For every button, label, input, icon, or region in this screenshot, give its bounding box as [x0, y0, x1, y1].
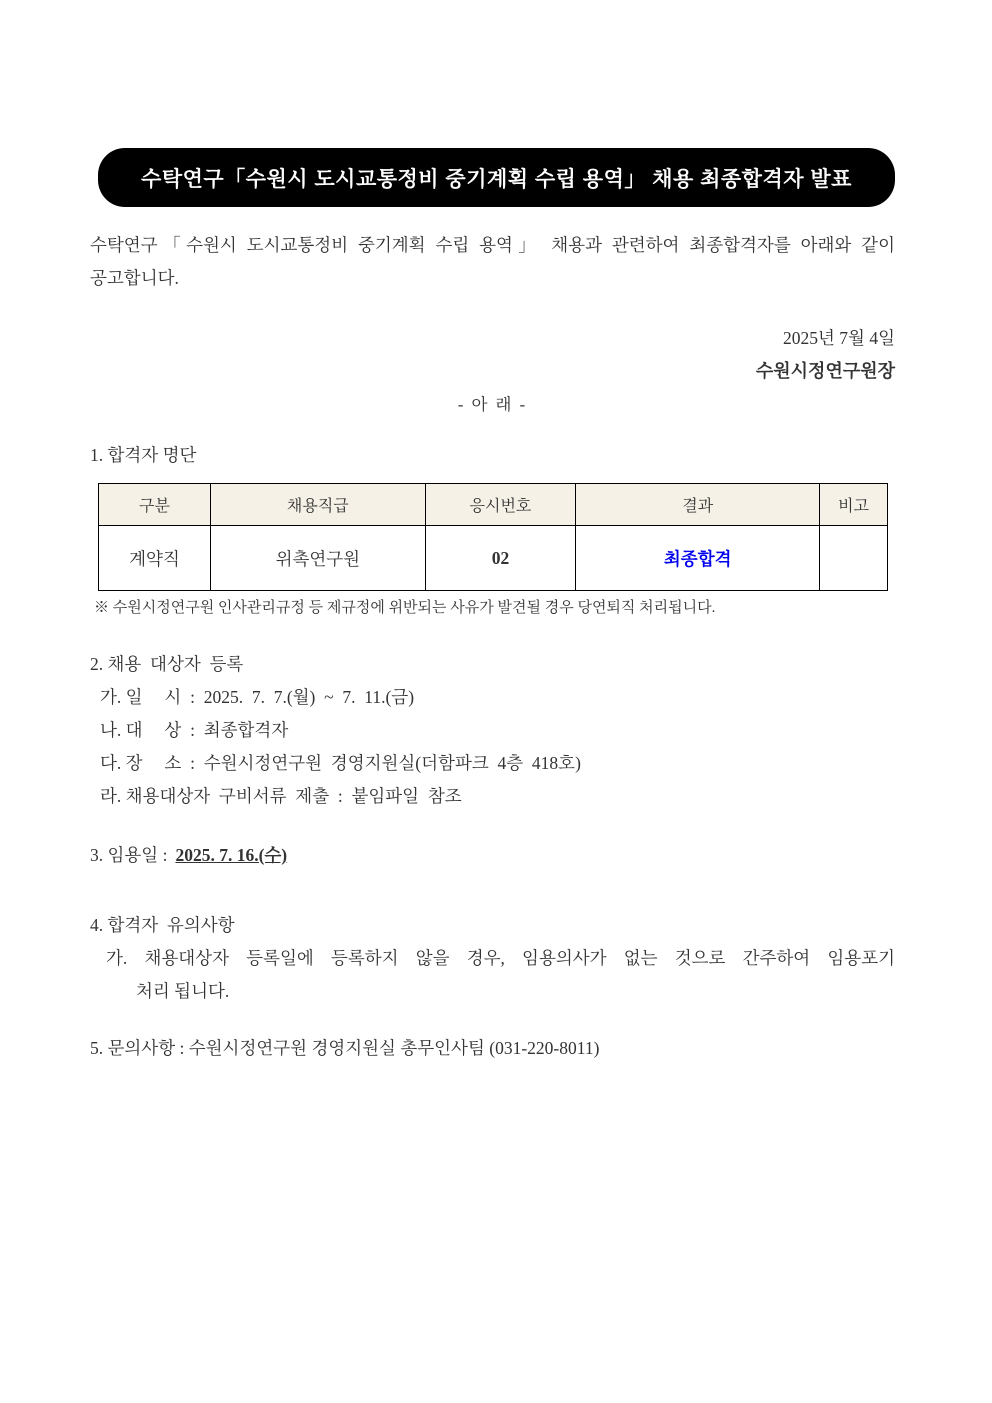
- section5-contact: 5. 문의사항 : 수원시정연구원 경영지원실 총무인사팀 (031-220-8011): [90, 1038, 600, 1058]
- header-note: 비고: [820, 484, 888, 526]
- cell-note: [820, 526, 888, 591]
- section2-item-documents: 라. 채용대상자 구비서류 제출 : 붙임파일 참조: [100, 786, 462, 806]
- section3: [90, 839, 895, 872]
- section2: [90, 648, 895, 813]
- header-applicant-number: 응시번호: [425, 484, 576, 526]
- table-row: [99, 526, 888, 591]
- cell-result: 최종합격: [576, 526, 820, 591]
- header-position: 채용직급: [211, 484, 426, 526]
- section4-item-line2: 처리 됩니다.: [136, 981, 230, 1001]
- header-result: 결과: [576, 484, 820, 526]
- section4-item-line1: 가. 채용대상자 등록일에 등록하지 않을 경우, 임용의사가 없는 것으로 간주하여 임용포기: [106, 948, 895, 968]
- section4: [90, 909, 895, 1008]
- section2-item-place: 다. 장 소 : 수원시정연구원 경영지원실(더함파크 4층 418호): [100, 753, 581, 773]
- results-table: [98, 483, 888, 591]
- section2-heading: 2. 채용 대상자 등록: [90, 654, 244, 674]
- announcement-date: 2025년 7월 4일: [783, 328, 895, 348]
- table-footnote: ※ 수원시정연구원 인사관리규정 등 제규정에 위반되는 사유가 발견될 경우 당연퇴직 처리됩니다.: [94, 600, 716, 616]
- intro-paragraph: [90, 229, 895, 295]
- section4-heading: 4. 합격자 유의사항: [90, 915, 235, 935]
- cell-category: 계약직: [99, 526, 211, 591]
- below-divider: - 아 래 -: [457, 395, 528, 414]
- page-title: 수탁연구「수원시 도시교통정비 중기계획 수립 용역」 채용 최종합격자 발표: [141, 167, 852, 191]
- header-category: 구분: [99, 484, 211, 526]
- table-header-row: [99, 484, 888, 526]
- cell-applicant-number: 02: [425, 526, 576, 591]
- cell-position: 위촉연구원: [211, 526, 426, 591]
- section3-label: 3. 임용일 :: [90, 845, 168, 865]
- appointment-date: 2025. 7. 16.(수): [175, 845, 288, 865]
- section2-item-date: 가. 일 시 : 2025. 7. 7.(월) ~ 7. 11.(금): [100, 687, 415, 707]
- date-signature-block: [90, 322, 895, 388]
- intro-line-1: 수탁연구「수원시 도시교통정비 중기계획 수립 용역」 채용과 관련하여 최종합격자를 아래와 같이: [90, 235, 895, 255]
- signer-title: 수원시정연구원장: [755, 361, 895, 381]
- section1-heading: 1. 합격자 명단: [90, 445, 197, 465]
- title-banner: [98, 148, 895, 207]
- intro-line-2: 공고합니다.: [90, 268, 179, 288]
- section2-item-target: 나. 대 상 : 최종합격자: [100, 720, 289, 740]
